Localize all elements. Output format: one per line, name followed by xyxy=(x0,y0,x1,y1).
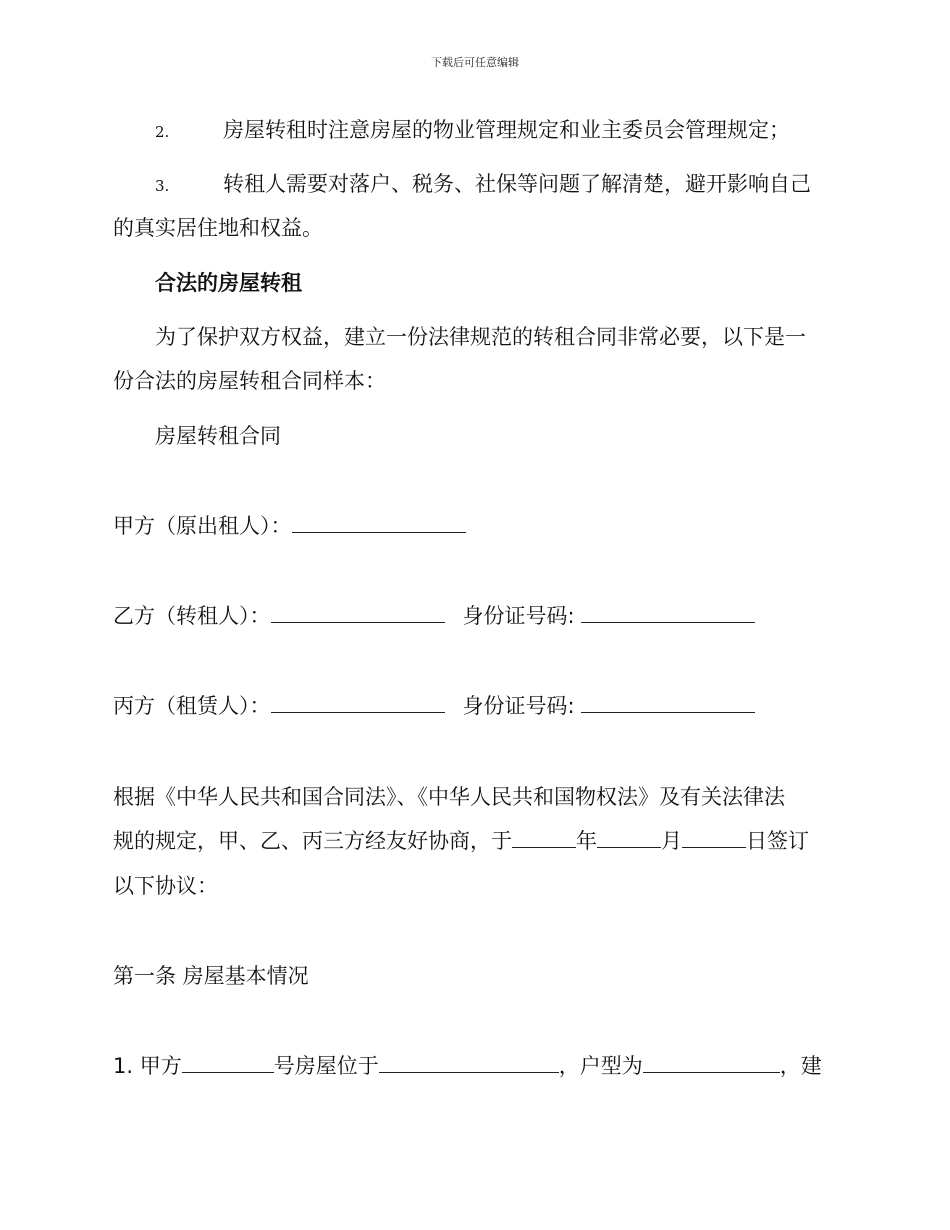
party-c-id-label: 身份证号码: xyxy=(462,694,575,718)
month-blank[interactable] xyxy=(597,829,661,848)
house-number-blank[interactable] xyxy=(182,1054,274,1073)
year-label: 年 xyxy=(576,829,597,853)
day-blank[interactable] xyxy=(682,829,746,848)
year-blank[interactable] xyxy=(512,829,576,848)
day-label: 日签订 xyxy=(746,829,809,853)
list-item xyxy=(155,170,811,200)
article-1-title: 第一条 房屋基本情况 xyxy=(113,964,309,988)
clause-text: 号房屋位于 xyxy=(273,1054,379,1078)
party-b-id-blank[interactable] xyxy=(581,604,755,623)
party-b-id-label: 身份证号码: xyxy=(462,604,575,628)
basis-line-2 xyxy=(113,827,809,855)
party-b-blank[interactable] xyxy=(271,604,445,623)
party-a-blank[interactable] xyxy=(292,514,466,533)
contract-title: 房屋转租合同 xyxy=(155,424,281,448)
month-label: 月 xyxy=(661,829,682,853)
clause-text: ，建 xyxy=(779,1054,822,1078)
list-text: 房屋转租时注意房屋的物业管理规定和业主委员会管理规定； xyxy=(223,118,790,142)
clause-1-line xyxy=(113,1052,822,1080)
basis-line-3: 以下协议： xyxy=(113,874,218,898)
clause-text: ，户型为 xyxy=(558,1054,643,1078)
party-c-id-blank[interactable] xyxy=(581,694,755,713)
party-c-label: 丙方（租赁人）： xyxy=(113,694,271,718)
basis-line-1: 根据《中华人民共和国合同法》、《中华人民共和国物权法》及有关法律法 xyxy=(113,785,785,809)
intro-line-1: 为了保护双方权益，建立一份法律规范的转租合同非常必要，以下是一 xyxy=(155,325,806,349)
clause-text: 1. 甲方 xyxy=(113,1054,182,1078)
list-item-continuation: 的真实居住地和权益。 xyxy=(113,216,323,240)
layout-blank[interactable] xyxy=(643,1054,780,1073)
party-a-line xyxy=(113,512,466,540)
party-b-label: 乙方（转租人）： xyxy=(113,604,271,628)
list-text: 转租人需要对落户、税务、社保等问题了解清楚，避开影响自己 xyxy=(223,172,811,196)
location-blank[interactable] xyxy=(379,1054,559,1073)
list-number: 2. xyxy=(155,123,170,141)
section-title: 合法的房屋转租 xyxy=(155,271,302,295)
list-number: 3. xyxy=(155,177,170,195)
party-b-line xyxy=(113,602,755,630)
intro-line-2: 份合法的房屋转租合同样本： xyxy=(113,369,386,393)
page-header: 下载后可任意编辑 xyxy=(431,56,519,69)
basis-text: 规的规定，甲、乙、丙三方经友好协商，于 xyxy=(113,829,512,853)
list-item xyxy=(155,116,790,146)
party-c-line xyxy=(113,692,755,720)
party-c-blank[interactable] xyxy=(271,694,445,713)
party-a-label: 甲方（原出租人）： xyxy=(113,514,292,538)
